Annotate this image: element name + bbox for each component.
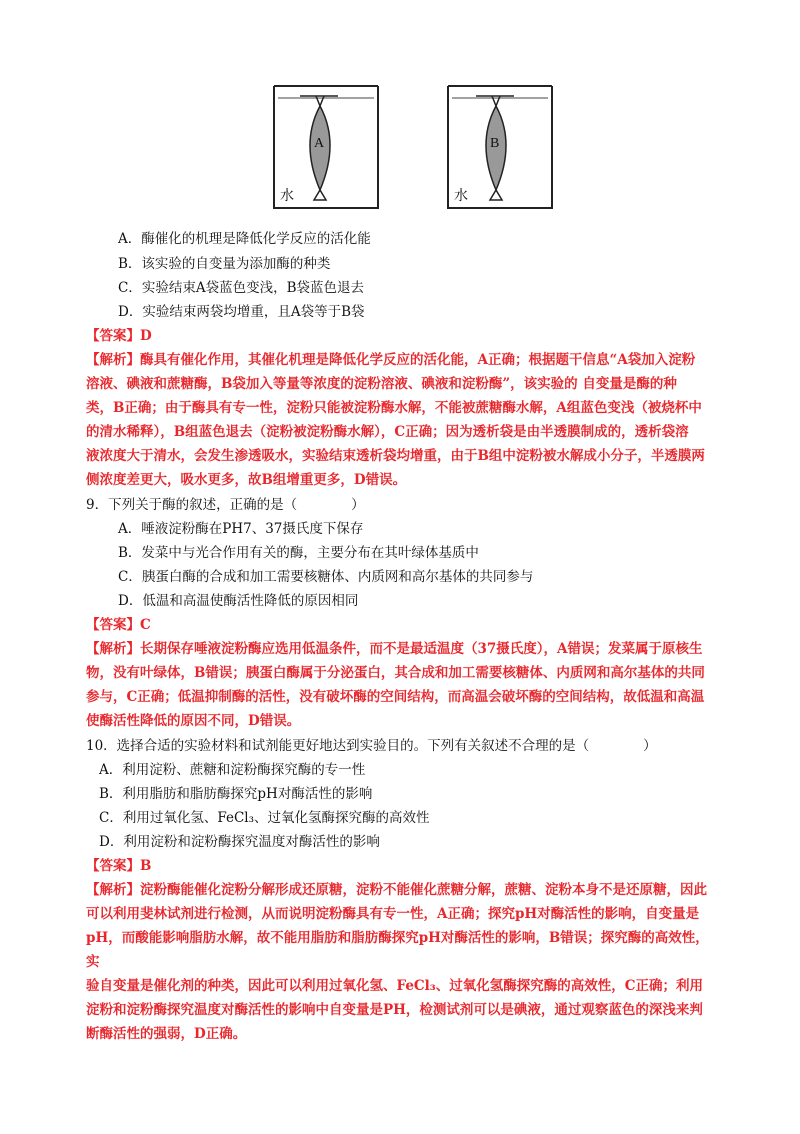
q9-analysis-line: 参与，C正确；低温抑制酶的活性，没有破坏酶的空间结构，而高温会破坏酶的空间结构，故低温和高温 [86, 689, 705, 705]
bag-a-label: A [314, 136, 325, 151]
q8-analysis-line: 溶液、碘液和蔗糖酶，B袋加入等量等浓度的淀粉溶液、碘液和淀粉酶”，该实验的 自变量是酶的种 [86, 376, 677, 392]
beaker-b [448, 86, 552, 208]
q9-analysis-line: 使酶活性降低的原因不同，D错误。 [86, 713, 301, 729]
beaker-diagram [268, 78, 558, 218]
beaker-a [274, 86, 378, 208]
q8-option-d: D．实验结束两袋均增重，且A袋等于B袋 [118, 304, 365, 320]
q9-option-b: B．发菜中与光合作用有关的酶，主要分布在其叶绿体基质中 [118, 545, 479, 561]
q10-analysis-line: 淀粉和淀粉酶探究温度对酶活性的影响中自变量是PH，检测试剂可以是碘液，通过观察蓝色的深浅来判 [86, 1002, 703, 1018]
q10-option-b: B．利用脂肪和脂肪酶探究pH对酶活性的影响 [99, 786, 373, 802]
q10-option-d: D．利用淀粉和淀粉酶探究温度对酶活性的影响 [99, 834, 380, 850]
q10-analysis-line: 验自变量是催化剂的种类，因此可以利用过氧化氢、FeCl₃、过氧化氢酶探究酶的高效性，C正确；利用 [86, 978, 703, 994]
q10-answer: 【答案】B [86, 858, 152, 874]
q10-analysis-line: 断酶活性的强弱，D正确。 [86, 1026, 247, 1042]
water-label-b: 水 [454, 188, 468, 204]
q9-analysis-line: 物，没有叶绿体，B错误；胰蛋白酶属于分泌蛋白，其合成和加工需要核糖体、内质网和高尔基体的共同 [86, 665, 705, 681]
q10-analysis-line: 【解析】淀粉酶能催化淀粉分解形成还原糖，淀粉不能催化蔗糖分解，蔗糖、淀粉本身不是还原糖，因此 [86, 882, 707, 898]
q8-option-c: C．实验结束A袋蓝色变浅，B袋蓝色退去 [118, 280, 364, 296]
q8-analysis-line: 类，B正确；由于酶具有专一性，淀粉只能被淀粉酶水解，不能被蔗糖酶水解，A组蓝色变浅（被烧杯中 [86, 400, 702, 416]
q10-option-c: C．利用过氧化氢、FeCl₃、过氧化氢酶探究酶的高效性 [99, 810, 430, 826]
q9-option-a: A．唾液淀粉酶在PH7、37摄氏度下保存 [118, 521, 364, 537]
q9-option-d: D．低温和高温使酶活性降低的原因相同 [118, 593, 359, 609]
q10-option-a: A．利用淀粉、蔗糖和淀粉酶探究酶的专一性 [99, 762, 366, 778]
q8-analysis-line: 液浓度大于清水，会发生渗透吸水，实验结束透析袋均增重，由于B组中淀粉被水解成小分子，半透膜两 [86, 448, 705, 464]
q10-question: 10．选择合适的实验材料和试剂能更好地达到实验目的。下列有关叙述不合理的是（ ） [86, 738, 657, 754]
water-label-a: 水 [280, 188, 294, 204]
q9-option-c: C．胰蛋白酶的合成和加工需要核糖体、内质网和高尔基体的共同参与 [118, 569, 534, 585]
q8-option-a: A．酶催化的机理是降低化学反应的活化能 [118, 231, 371, 247]
q8-analysis-line: 【解析】酶具有催化作用，其催化机理是降低化学反应的活化能，A正确；根据题干信息“A袋加入淀粉 [86, 352, 696, 368]
q9-question: 9．下列关于酶的叙述，正确的是（ ） [86, 497, 365, 513]
q10-analysis-line: 实 [86, 954, 100, 970]
q8-analysis-line: 侧浓度差更大，吸水更多，故B组增重更多，D错误。 [86, 472, 407, 488]
q10-analysis-line: 可以利用斐林试剂进行检测，从而说明淀粉酶具有专一性，A正确；探究pH对酶活性的影响，自变量是 [86, 906, 700, 922]
bag-b-label: B [490, 136, 500, 151]
experiment-figure [268, 78, 558, 218]
q8-option-b: B．该实验的自变量为添加酶的种类 [118, 256, 331, 272]
q9-answer: 【答案】C [86, 617, 151, 633]
q8-analysis-line: 的清水稀释），B组蓝色退去（淀粉被淀粉酶水解），C正确；因为透析袋是由半透膜制成的，透析袋溶 [86, 424, 689, 440]
q8-answer: 【答案】D [86, 328, 152, 344]
q10-analysis-line: pH，而酸能影响脂肪水解，故不能用脂肪和脂肪酶探究pH对酶活性的影响，B错误；探究酶的高效性， [86, 930, 709, 946]
q9-analysis-line: 【解析】长期保存唾液淀粉酶应选用低温条件，而不是最适温度（37摄氏度），A错误；发菜属于原核生 [86, 641, 703, 657]
